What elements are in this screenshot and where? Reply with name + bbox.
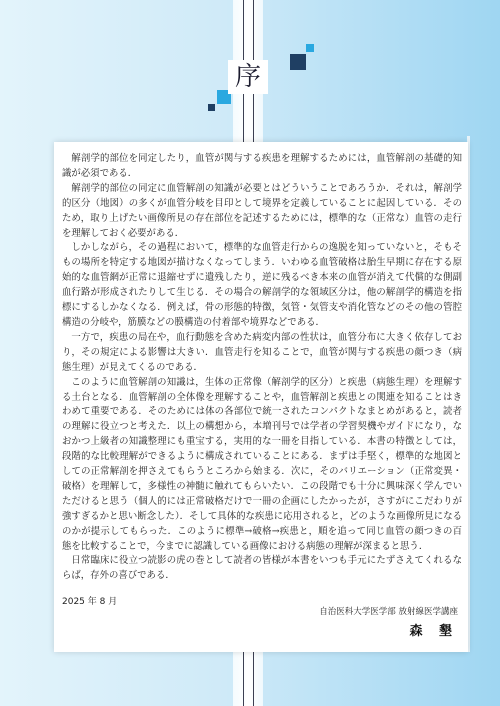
paragraph: しかしながら，その過程において，標準的な血管走行からの逸脱を知っていないと，そもそもの場所を特定する地図が描けなくなってしまう．いわゆる血管破格は胎生早期に存在する原始的な血管網が正常に退縮せずに遺残したり，逆に残るべき本来の血管が消えて代償的な側副血行路が形成されたりして生じる．その場合の解剖学的な領域区分は，他の解剖学的構造を指標にするしかなくなる．例えば，骨の形態的特徴，気管・気管支や消化管などのその他の管腔構造の分岐や，筋膜などの膜構造の付着部や境界などである． <box>62 242 462 328</box>
preface-date: 2025 年 8 月 <box>62 597 118 607</box>
paragraph: 解剖学的部位を同定したり，血管が関与する疾患を理解するためには，血管解剖の基礎的知識が必須である． <box>62 153 462 179</box>
paragraph: このように血管解剖の知識は，生体の正常像（解剖学的区分）と疾患（病態生理）を理解する土台となる．血管解剖の全体像を理解することや，血管解剖と疾患との関連を知ることはきわめて重要である．そのためには体の各部位で統一されたコンパクトなまとめがあると，読者の理解に役立つと考えた．以上の構想から，本増刊号では学者の学習契機やガイドになり，なおかつ上級者の知識整理にも重宝する，実用的な一冊を目指している．本書の特徴としては，段階的な比較理解ができるように構成されていることにある．まずは手堅く，標準的な地図としての正常解剖を押さえてもらうところから始まる．次に，そのバリエーション（正常変異・破格）を理解して，多様性の神髄に触れてもらいたい．この段階でも十分に興味深く学んでいただけると思う（個人的には正常破格だけで一冊の企画にしたかったが，さすがにこだわりが強すぎるかと思い断念した）．そして具体的な疾患に応用されると，どのような画像所見になるのかが提示してもらった．このように標準→破格→疾患と，順を追って同じ血管の顔つきの百態を比較することで，今までに認識している画像における病態の理解が深まると思う． <box>62 376 462 552</box>
preface-body <box>62 152 462 584</box>
decorative-square-dark <box>290 54 306 70</box>
author-name: 森 墾 <box>409 624 458 639</box>
decorative-square-dark-small <box>208 104 215 111</box>
decorative-square-light-small <box>306 44 314 52</box>
author-affiliation: 自治医科大学医学部 放射線医学講座 <box>319 607 458 617</box>
paragraph: 日常臨床に役立つ読影の虎の巻として読者の皆様が本書をいつも手元にたずさえてくれるならば，存外の喜びである． <box>62 555 462 582</box>
paragraph: 解剖学的部位の同定に血管解剖の知識が必要とはどういうことであろうか．それは，解剖学的区分（地図）の多くが血管分岐を目印として境界を定義していることに起因している．そのため，取り上げたい画像所見の存在部位を記述するためには，標準的な（正常な）血管の走行を理解しておく必要がある． <box>62 182 462 239</box>
paragraph: 一方で，疾患の局在や，血行動態を含めた病変内部の性状は，血管分布に大きく依存しており，その規定による影響は大きい．血管走行を知ることで，血管が関与する疾患の顔つき（病態生理）が見えてくるのである． <box>62 331 462 373</box>
page-title: 序 <box>228 60 268 94</box>
